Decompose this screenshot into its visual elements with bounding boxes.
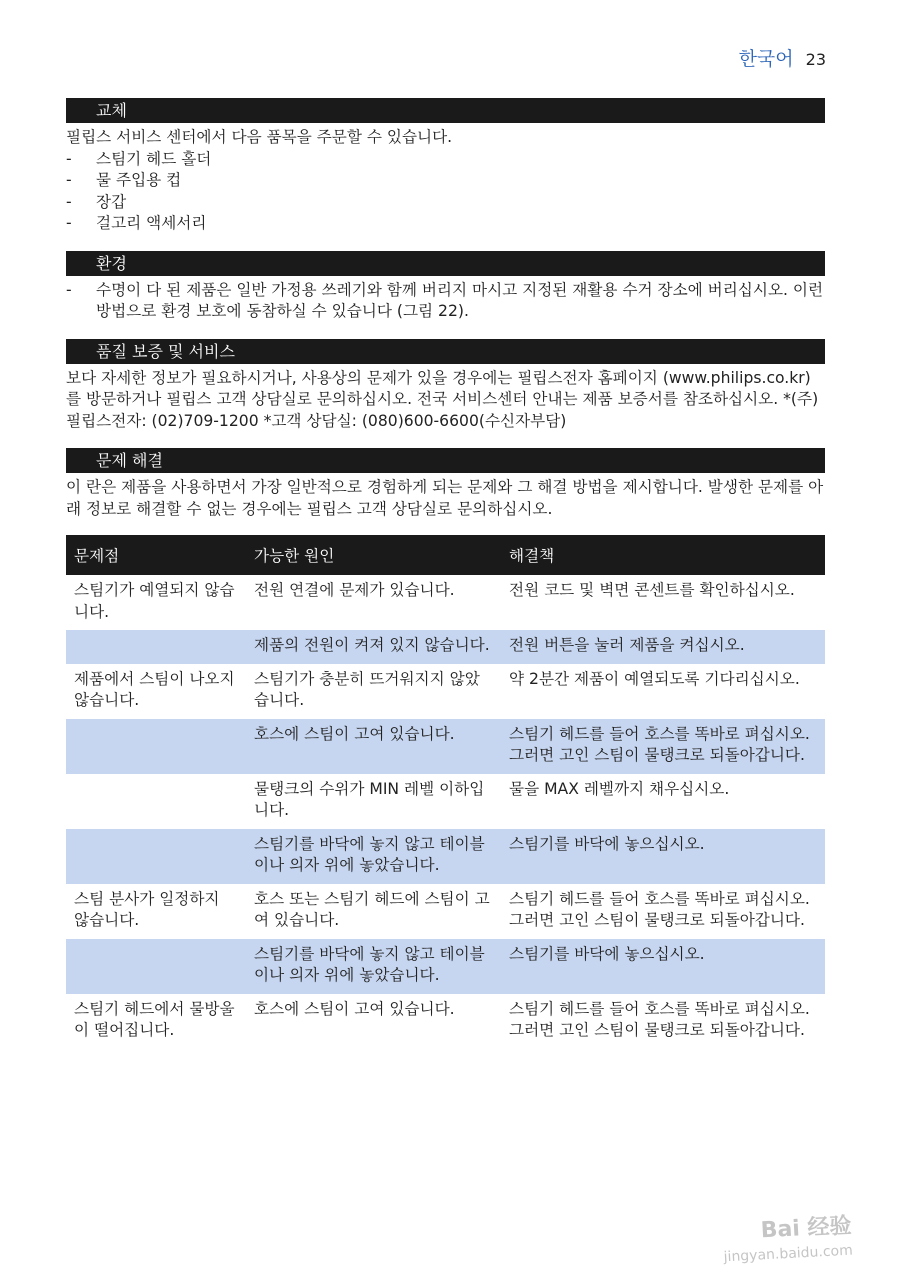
troubleshooting-intro: 이 란은 제품을 사용하면서 가장 일반적으로 경험하게 되는 문제와 그 해결 방법을 제시합니다. 발생한 문제를 아래 정보로 해결할 수 없는 경우에는 필립스 고객 상담실로 문의하십시오. [66,478,824,518]
solution-cell: 스팀기를 바닥에 놓으십시오. [501,829,825,884]
solution-cell: 스팀기 헤드를 들어 호스를 똑바로 펴십시오. 그러면 고인 스팀이 물탱크로 되돌아갑니다. [509,889,810,929]
problem-cell: 스팀기 헤드에서 물방울이 떨어집니다. [74,999,235,1039]
problem-cell [66,939,246,994]
list-item: - 장갑 [66,192,127,211]
table-row [66,664,825,719]
section-heading-environment: 환경 [66,251,825,276]
table-row [66,939,825,994]
language-label: 한국어 [738,48,794,70]
problem-cell: 제품에서 스팀이 나오지 않습니다. [74,669,235,709]
solution-cell: 스팀기 헤드를 들어 호스를 똑바로 펴십시오. 그러면 고인 스팀이 물탱크로 되돌아갑니다. [509,999,810,1039]
cause-cell: 스팀기가 충분히 뜨거워지지 않았습니다. [254,669,480,709]
page-content [66,98,825,1049]
solution-cell: 전원 코드 및 벽면 콘센트를 확인하십시오. [509,581,795,599]
environment-list [66,280,825,323]
solution-cell: 스팀기 헤드를 들어 호스를 똑바로 펴십시오. 그러면 고인 스팀이 물탱크로 되돌아갑니다. [501,719,825,774]
solution-cell: 전원 버튼을 눌러 제품을 켜십시오. [501,630,825,664]
problem-cell [66,719,246,774]
table-row [66,719,825,774]
replacement-list [66,149,825,235]
page-header [739,44,826,71]
cause-cell: 스팀기를 바닥에 놓지 않고 테이블이나 의자 위에 놓았습니다. [246,829,501,884]
warranty-text: 보다 자세한 정보가 필요하시거나, 사용상의 문제가 있을 경우에는 필립스전자 홈페이지 (www.philips.co.kr)를 방문하거나 필립스 고객 상담실로 문의하십시오. 전국 서비스센터 안내는 제품 보증서를 참조하십시오. *(주)필립스전자: (02)709-1200 *고객 상담실: (080)600-6600(수신자부담) [66,368,819,430]
solution-cell: 물을 MAX 레벨까지 채우십시오. [509,779,730,798]
table-row [66,575,825,630]
solution-cell: 스팀기를 바닥에 놓으십시오. [501,939,825,994]
cause-cell: 호스 또는 스팀기 헤드에 스팀이 고여 있습니다. [254,889,490,929]
problem-cell: 스팀기가 예열되지 않습니다. [74,581,235,621]
replacement-intro: 필립스 서비스 센터에서 다음 품목을 주문할 수 있습니다. [66,128,453,146]
list-item: - 물 주입용 컵 [66,171,182,189]
solution-cell: 약 2분간 제품이 예열되도록 기다리십시오. [509,669,800,688]
cause-cell: 스팀기를 바닥에 놓지 않고 테이블이나 의자 위에 놓았습니다. [246,939,501,994]
table-row [66,774,825,829]
problem-cell [66,774,246,829]
cause-cell: 물탱크의 수위가 MIN 레벨 이하입니다. [254,779,485,819]
cause-cell: 호스에 스팀이 고여 있습니다. [246,719,501,774]
section-heading-replacement: 교체 [66,98,825,123]
problem-cell [66,630,246,664]
cause-cell: 제품의 전원이 켜져 있지 않습니다. [246,630,501,664]
section-heading-warranty: 품질 보증 및 서비스 [66,339,825,364]
table-row [66,630,825,664]
cause-cell: 전원 연결에 문제가 있습니다. [254,581,455,599]
list-item: - 수명이 다 된 제품은 일반 가정용 쓰레기와 함께 버리지 마시고 지정된 재활용 수거 장소에 버리십시오. 이런 방법으로 환경 보호에 동참하실 수 있습니다 (그림 22). [66,280,824,320]
troubleshooting-table [66,535,825,1049]
column-header-problem: 문제점 [66,535,246,575]
table-row [66,994,825,1049]
problem-cell [66,829,246,884]
section-heading-troubleshooting: 문제 해결 [66,448,825,473]
column-header-solution: 해결책 [501,535,825,575]
cause-cell: 호스에 스팀이 고여 있습니다. [254,999,455,1018]
watermark-logo-text: Bai 经验 [759,1213,852,1244]
table-row [66,884,825,939]
table-row [66,829,825,884]
list-item: - 스팀기 헤드 홀더 [66,149,212,168]
watermark [722,1215,854,1270]
page-number: 23 [805,50,826,69]
problem-cell: 스팀 분사가 일정하지 않습니다. [74,889,220,929]
table-header-row [66,535,825,575]
list-item: - 걸고리 액세서리 [66,214,207,232]
watermark-url: jingyan.baidu.com [723,1242,853,1266]
column-header-cause: 가능한 원인 [246,535,501,575]
